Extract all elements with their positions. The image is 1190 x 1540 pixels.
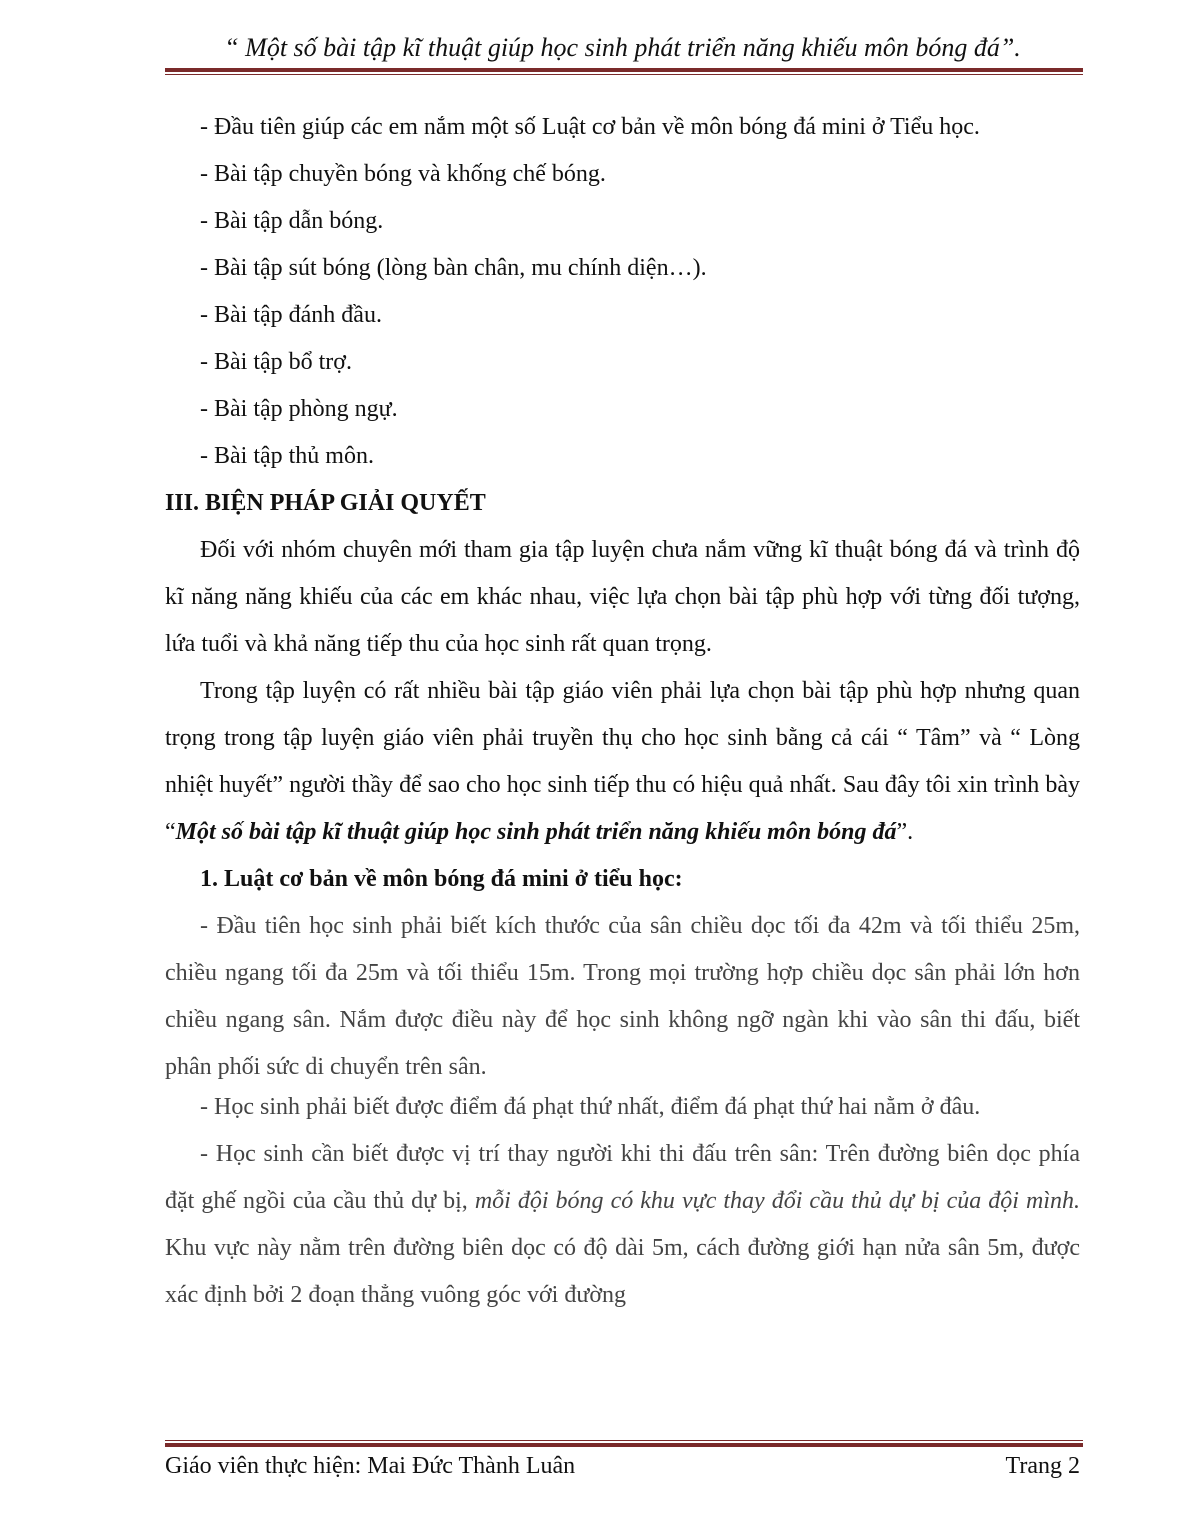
subsection-paragraph: - Đầu tiên học sinh phải biết kích thước của sân chiều dọc tối đa 42m và tối thiểu 25m, chiều ngang tối đa 25m và tối thiểu 15m. Trong mọi trường hợp chiều dọc sân phải lớn hơn chiều ngang sân. Nắm được điều này để học sinh không ngỡ ngàn khi vào sân thi đấu, biết phân phối sức di chuyển trên sân. xyxy=(165,913,1080,1080)
subsection-paragraph: - Học sinh phải biết được điểm đá phạt thứ nhất, điểm đá phạt thứ hai nằm ở đâu. xyxy=(200,1094,981,1120)
subsection-heading: 1. Luật cơ bản về môn bóng đá mini ở tiểu học: xyxy=(200,866,683,892)
intro-item: - Bài tập sút bóng (lòng bàn chân, mu chính diện…). xyxy=(200,255,707,281)
section-paragraph: Trong tập luyện có rất nhiều bài tập giáo viên phải lựa chọn bài tập phù hợp nhưng quan trọng trong tập luyện giáo viên phải truyền thụ cho học sinh bằng cả cái “ Tâm” và “ Lòng nhiệt huyết” người thầy để sao cho học sinh tiếp thu có hiệu quả nhất. Sau đây tôi xin trình bày “Một số bài tập kĩ thuật giúp học sinh phát triển năng khiếu môn bóng đá”. xyxy=(165,678,1080,845)
emphasized-title: Một số bài tập kĩ thuật giúp học sinh phát triển năng khiếu môn bóng đá xyxy=(175,819,897,845)
header-divider xyxy=(165,68,1083,75)
section-paragraph: Đối với nhóm chuyên mới tham gia tập luyện chưa nắm vững kĩ thuật bóng đá và trình độ kĩ năng năng khiếu của các em khác nhau, việc lựa chọn bài tập phù hợp với từng đối tượng, lứa tuổi và khả năng tiếp thu của học sinh rất quan trọng. xyxy=(165,537,1080,657)
intro-item: - Bài tập dẫn bóng. xyxy=(200,208,384,234)
intro-item: - Đầu tiên giúp các em nắm một số Luật cơ bản về môn bóng đá mini ở Tiểu học. xyxy=(200,114,980,140)
intro-item: - Bài tập bổ trợ. xyxy=(200,349,352,375)
footer-divider xyxy=(165,1440,1083,1447)
page-footer xyxy=(165,1448,1080,1484)
subsection-paragraph: - Học sinh cần biết được vị trí thay người khi thi đấu trên sân: Trên đường biên dọc phía đặt ghế ngồi của cầu thủ dự bị, mỗi đội bóng có khu vực thay đổi cầu thủ dự bị của đội mình. Khu vực này nằm trên đường biên dọc có độ dài 5m, cách đường giới hạn nửa sân 5m, được xác định bởi 2 đoạn thẳng vuông góc với đường xyxy=(165,1141,1080,1308)
document-body xyxy=(165,104,1080,1319)
footer-teacher: Giáo viên thực hiện: Mai Đức Thành Luân xyxy=(165,1453,576,1479)
page-header-title: “ Một số bài tập kĩ thuật giúp học sinh phát triển năng khiếu môn bóng đá”. xyxy=(224,33,1021,62)
section-heading: III. BIỆN PHÁP GIẢI QUYẾT xyxy=(165,490,486,516)
intro-item: - Bài tập phòng ngự. xyxy=(200,396,398,422)
intro-item: - Bài tập thủ môn. xyxy=(200,443,374,469)
intro-item: - Bài tập đánh đầu. xyxy=(200,302,382,328)
intro-item: - Bài tập chuyền bóng và khống chế bóng. xyxy=(200,161,606,187)
footer-page-number: Trang 2 xyxy=(1005,1453,1080,1479)
italic-phrase: mỗi đội bóng có khu vực thay đổi cầu thủ dự bị của đội mình. xyxy=(474,1188,1080,1214)
